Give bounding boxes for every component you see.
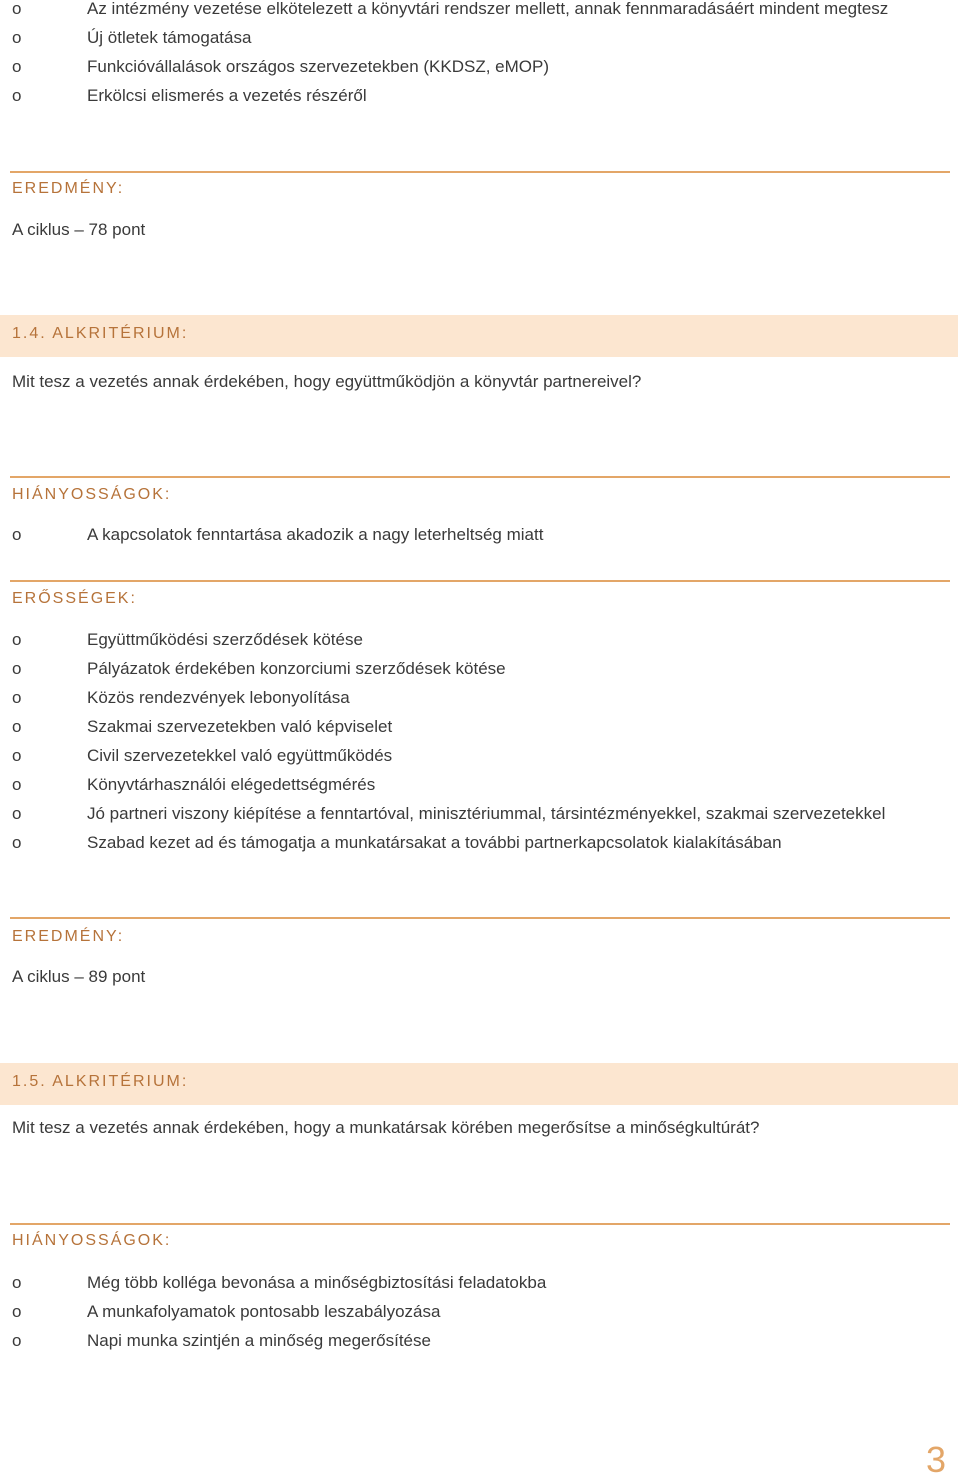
list-item-text: Funkcióvállalások országos szervezetekben (KKDSZ, eMOP) bbox=[87, 57, 550, 76]
list-item-text: Új ötletek támogatása bbox=[87, 28, 252, 47]
list-item-text: Erkölcsi elismerés a vezetés részéről bbox=[87, 86, 367, 105]
result-label: EREDMÉNY: bbox=[12, 928, 125, 945]
bullet-mark: o bbox=[12, 688, 22, 707]
divider bbox=[10, 171, 950, 173]
list-item-text: A munkafolyamatok pontosabb leszabályozása bbox=[87, 1302, 441, 1321]
criterion-question: Mit tesz a vezetés annak érdekében, hogy együttműködjön a könyvtár partnereivel? bbox=[12, 372, 642, 391]
list-item bbox=[12, 81, 912, 110]
bullet-mark: o bbox=[12, 1331, 22, 1350]
divider bbox=[10, 917, 950, 919]
criterion-heading: 1.4. ALKRITÉRIUM: bbox=[12, 325, 189, 342]
bullet-mark: o bbox=[12, 28, 22, 47]
list-item bbox=[12, 799, 912, 828]
list-item-text: Az intézmény vezetése elkötelezett a könyvtári rendszer mellett, annak fennmaradásáért mindent megtesz bbox=[87, 0, 889, 18]
list-item bbox=[12, 52, 912, 81]
divider bbox=[10, 580, 950, 582]
bullet-mark: o bbox=[12, 86, 22, 105]
bullet-mark: o bbox=[12, 804, 22, 823]
top-list bbox=[12, 0, 912, 110]
divider bbox=[10, 1223, 950, 1225]
list-item-text: A kapcsolatok fenntartása akadozik a nagy leterheltség miatt bbox=[87, 525, 544, 544]
list-item bbox=[12, 712, 912, 741]
deficiencies-label: HIÁNYOSSÁGOK: bbox=[12, 1232, 172, 1249]
deficiencies-list bbox=[12, 1268, 912, 1355]
list-item bbox=[12, 654, 912, 683]
strengths-label: ERŐSSÉGEK: bbox=[12, 590, 137, 607]
bullet-mark: o bbox=[12, 833, 22, 852]
bullet-mark: o bbox=[12, 746, 22, 765]
deficiencies-label: HIÁNYOSSÁGOK: bbox=[12, 486, 172, 503]
list-item-text: Könyvtárhasználói elégedettségmérés bbox=[87, 775, 376, 794]
list-item-text: Szakmai szervezetekben való képviselet bbox=[87, 717, 393, 736]
criterion-heading: 1.5. ALKRITÉRIUM: bbox=[12, 1073, 189, 1090]
list-item bbox=[12, 625, 912, 654]
list-item bbox=[12, 770, 912, 799]
list-item bbox=[12, 1326, 912, 1355]
bullet-mark: o bbox=[12, 659, 22, 678]
list-item bbox=[12, 0, 912, 23]
bullet-mark: o bbox=[12, 717, 22, 736]
list-item bbox=[12, 1297, 912, 1326]
list-item bbox=[12, 828, 912, 857]
divider bbox=[10, 476, 950, 478]
list-item-text: Szabad kezet ad és támogatja a munkatársakat a további partnerkapcsolatok kialakításában bbox=[87, 833, 782, 852]
list-item bbox=[12, 23, 912, 52]
list-item bbox=[12, 683, 912, 712]
criterion-band bbox=[0, 315, 958, 357]
bullet-mark: o bbox=[12, 525, 22, 544]
bullet-mark: o bbox=[12, 1302, 22, 1321]
bullet-mark: o bbox=[12, 0, 22, 18]
list-item bbox=[12, 520, 912, 549]
result-label: EREDMÉNY: bbox=[12, 180, 125, 197]
result-value: A ciklus – 78 pont bbox=[12, 220, 146, 239]
list-item-text: Pályázatok érdekében konzorciumi szerződések kötése bbox=[87, 659, 506, 678]
bullet-mark: o bbox=[12, 57, 22, 76]
list-item bbox=[12, 1268, 912, 1297]
list-item-text: Jó partneri viszony kiépítése a fenntartóval, minisztériummal, társintézményekkel, szakmai szervezetekkel bbox=[87, 804, 886, 823]
list-item-text: Együttműködési szerződések kötése bbox=[87, 630, 363, 649]
bullet-mark: o bbox=[12, 1273, 22, 1292]
criterion-band bbox=[0, 1063, 958, 1105]
list-item-text: Civil szervezetekkel való együttműködés bbox=[87, 746, 393, 765]
bullet-mark: o bbox=[12, 775, 22, 794]
list-item bbox=[12, 741, 912, 770]
deficiencies-list bbox=[12, 520, 912, 549]
criterion-question: Mit tesz a vezetés annak érdekében, hogy a munkatársak körében megerősítse a minőségkultúrát? bbox=[12, 1118, 760, 1137]
list-item-text: Napi munka szintjén a minőség megerősítése bbox=[87, 1331, 431, 1350]
list-item-text: Közös rendezvények lebonyolítása bbox=[87, 688, 350, 707]
result-value: A ciklus – 89 pont bbox=[12, 967, 146, 986]
page-number: 3 bbox=[925, 1439, 946, 1480]
bullet-mark: o bbox=[12, 630, 22, 649]
strengths-list bbox=[12, 625, 912, 857]
list-item-text: Még több kolléga bevonása a minőségbiztosítási feladatokba bbox=[87, 1273, 547, 1292]
